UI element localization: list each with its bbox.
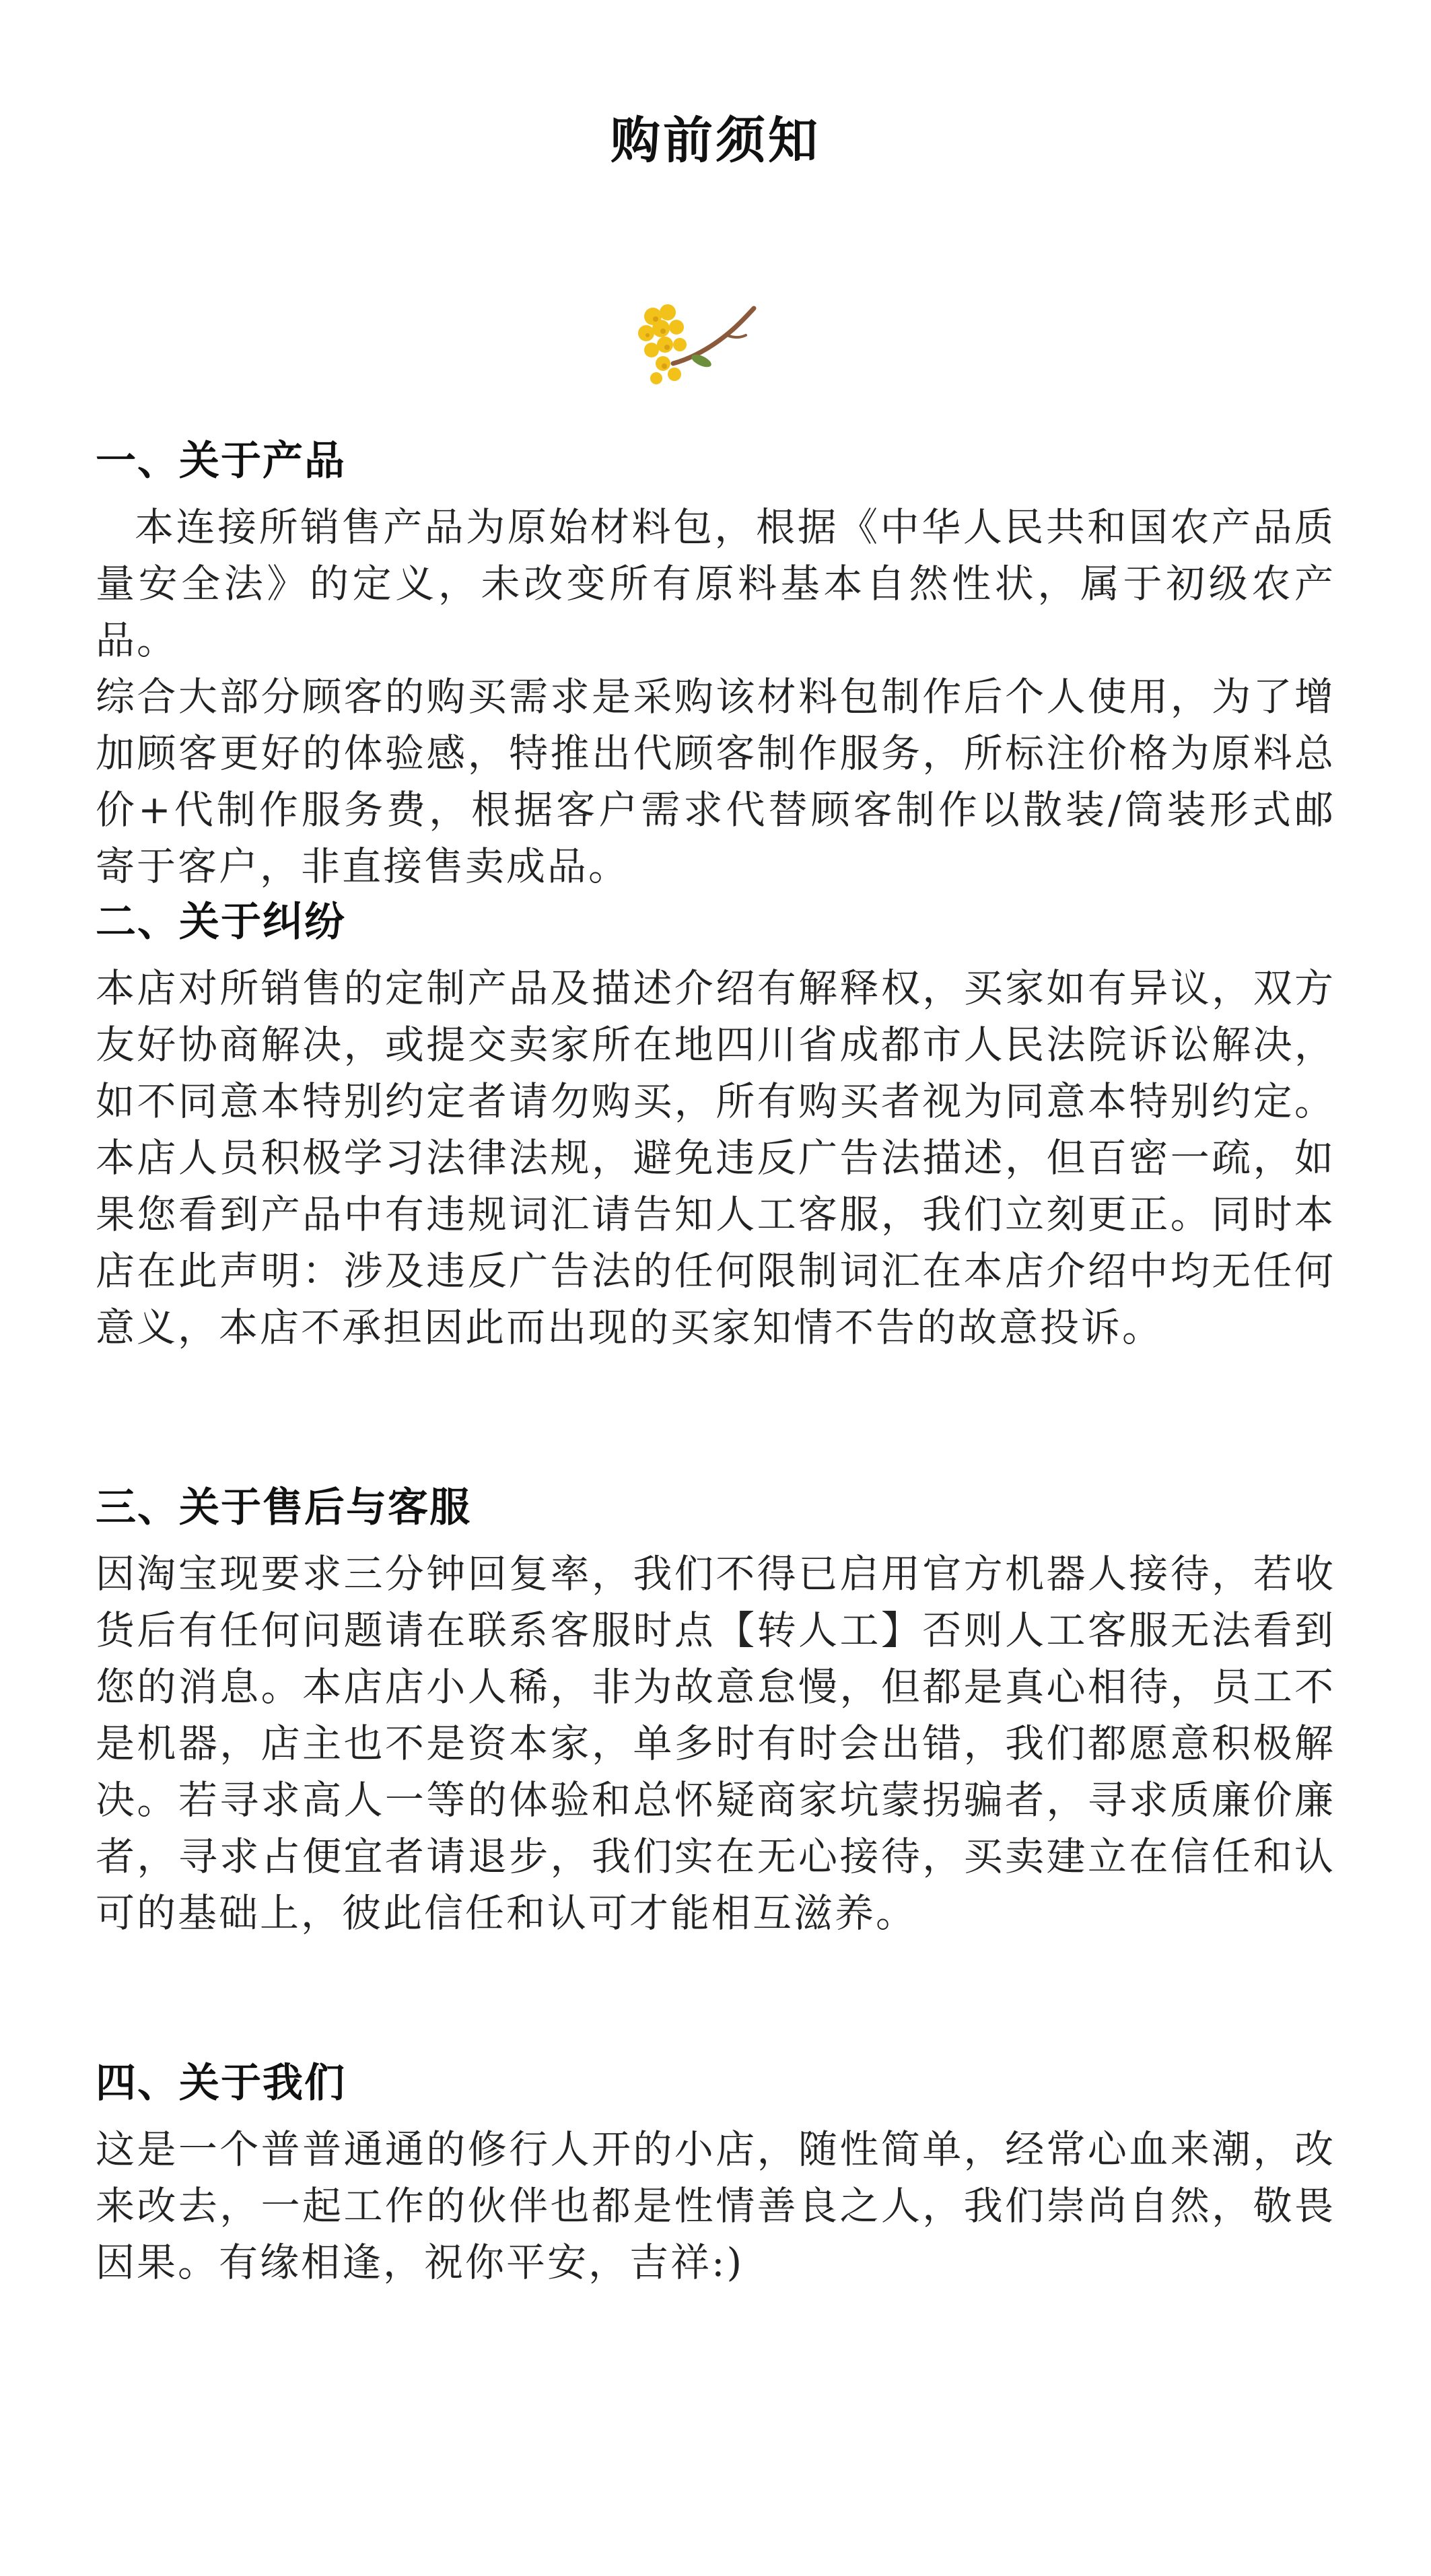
page-title: 购前须知	[610, 112, 821, 170]
section-heading: 四、关于我们	[96, 2060, 346, 2107]
section-dispute	[96, 895, 1335, 1356]
section-product	[96, 434, 1335, 895]
osmanthus-flower-icon	[626, 296, 761, 390]
section-heading: 一、关于产品	[96, 438, 346, 485]
section-heading: 三、关于售后与客服	[96, 1484, 471, 1531]
section-heading: 二、关于纠纷	[96, 899, 346, 946]
section-paragraph: 这是一个普普通通的修行人开的小店，随性简单，经常心血来潮，改来改去，一起工作的伙伴也都是性情善良之人，我们崇尚自然，敬畏因果。有缘相逢，祝你平安，吉祥:)	[96, 2126, 1335, 2285]
section-paragraph: 综合大部分顾客的购买需求是采购该材料包制作后个人使用，为了增加顾客更好的体验感，特推出代顾客制作服务，所标注价格为原料总价+代制作服务费，根据客户需求代替顾客制作以散装/筒装形式邮寄于客户，非直接售卖成品。	[96, 674, 1335, 889]
section-aftersales	[96, 1481, 1335, 1941]
section-paragraph: 本连接所销售产品为原始材料包，根据《中华人民共和国农产品质量安全法》的定义，未改变所有原料基本自然性状，属于初级农产品。	[96, 504, 1335, 663]
section-paragraph: 因淘宝现要求三分钟回复率，我们不得已启用官方机器人接待，若收货后有任何问题请在联系客服时点【转人工】否则人工客服无法看到您的消息。本店店小人稀，非为故意怠慢，但都是真心相待，员工不是机器，店主也不是资本家，单多时有时会出错，我们都愿意积极解决。若寻求高人一等的体验和总怀疑商家坑蒙拐骗者，寻求质廉价廉者，寻求占便宜者请退步，我们实在无心接待，买卖建立在信任和认可的基础上，彼此信任和认可才能相互滋养。	[96, 1551, 1335, 1936]
section-paragraph: 本店对所销售的定制产品及描述介绍有解释权，买家如有异议，双方友好协商解决，或提交卖家所在地四川省成都市人民法院诉讼解决，如不同意本特别约定者请勿购买，所有购买者视为同意本特别约定。本店人员积极学习法律法规，避免违反广告法描述，但百密一疏，如果您看到产品中有违规词汇请告知人工客服，我们立刻更正。同时本店在此声明：涉及违反广告法的任何限制词汇在本店介绍中均无任何意义，本店不承担因此而出现的买家知情不告的故意投诉。	[96, 965, 1335, 1350]
section-about-us	[96, 2056, 1335, 2291]
